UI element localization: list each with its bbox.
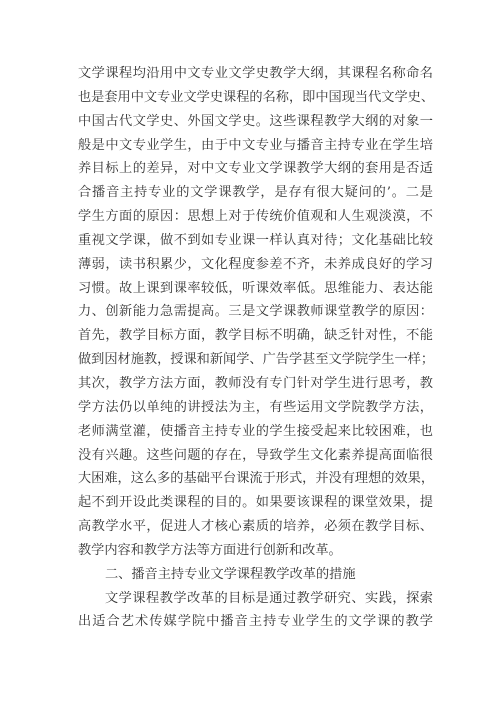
text-line: 大困难，这么多的基础平台课流于形式，并没有理想的效果， — [78, 471, 435, 487]
text-line: 其次，教学方法方面，教师没有专门针对学生进行思考，教 — [78, 375, 433, 391]
body-text — [78, 62, 433, 634]
text-line: 教学内容和教学方法等方面进行创新和改革。 — [78, 542, 342, 558]
text-line: 力、创新能力急需提高。三是文学课教师课堂教学的原因： — [78, 304, 433, 320]
text-line: 学方法仍以单纯的讲授法为主，有些运用文学院教学方法， — [78, 399, 433, 415]
text-line: 习惯。故上课到课率较低，听课效率低。思维能力、表达能 — [78, 280, 433, 296]
text-line: 养目标上的差异，对中文专业文学课教学大纲的套用是否适 — [78, 161, 433, 177]
section-heading: 二、播音主持专业文学课程教学改革的措施 — [105, 566, 356, 582]
text-line: 没有兴趣。这些问题的存在，导致学生文化素养提高面临很 — [78, 447, 433, 463]
text-line: 文学课程均沿用中文专业文学史教学大纲，其课程名称命名 — [78, 66, 433, 81]
text-line: 学生方面的原因：思想上对于传统价值观和人生观淡漠，不 — [78, 209, 433, 225]
text-line: 首先，教学目标方面，教学目标不明确，缺乏针对性，不能 — [78, 328, 433, 344]
text-line: 般是中文专业学生，由于中文专业与播音主持专业在学生培 — [78, 137, 433, 153]
text-line: 老师满堂灌，使播音主持专业的学生接受起来比较困难，也 — [78, 423, 433, 439]
text-line: 也是套用中文专业文学史课程的名称，即中国现当代文学史、 — [78, 89, 435, 105]
text-line: 出适合艺术传媒学院中播音主持专业学生的文学课的教学 — [78, 614, 433, 630]
text-line: 中国古代文学史、外国文学史。这些课程教学大纲的对象一 — [78, 113, 433, 129]
text-line: 合播音主持专业的文学课教学，是存有很大疑问的’。二是 — [78, 185, 433, 201]
text-line: 重视文学课，做不到如专业课一样认真对待；文化基础比较 — [78, 232, 433, 248]
text-line: 薄弱，读书积累少，文化程度参差不齐，未养成良好的学习 — [78, 256, 433, 272]
text-line: 高教学水平，促进人才核心素质的培养，必须在教学目标、 — [78, 519, 433, 535]
text-line: 文学课程教学改革的目标是通过教学研究、实践，探索 — [105, 590, 433, 606]
text-line: 做到因材施教，授课和新闻学、广告学甚至文学院学生一样； — [78, 352, 435, 368]
text-line: 起不到开设此类课程的目的。如果要该课程的课堂效果，提 — [78, 495, 433, 511]
